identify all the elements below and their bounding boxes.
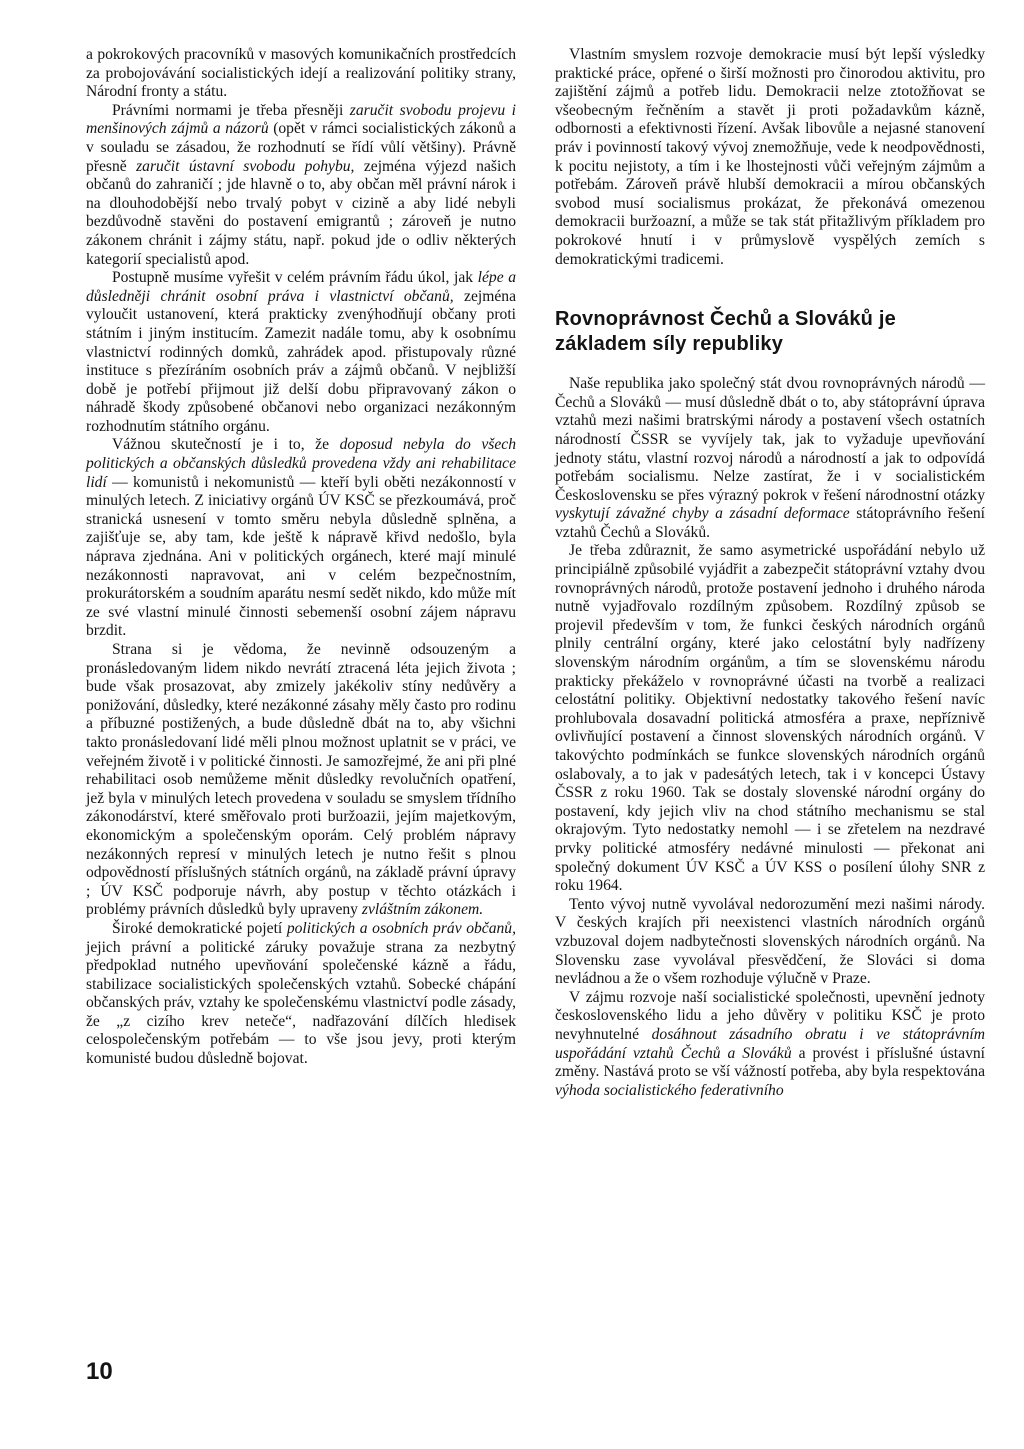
paragraph — [555, 896, 985, 989]
body-text: a pokrokových pracovníků v masových komunikačních prostředcích za probojovávání socialistických idejí a realizování politiky strany, Národní fronty a státu. — [86, 46, 516, 101]
body-text: zejména výjezd našich občanů do zahraničí ; jde hlavně o to, aby občan měl právní nárok i na dlouhodobější nebo trvalý pobyt v cizině a aby lidé nebyli bezdůvodně stavěni do postavení emigrantů ; zároveň je nutno zákonem chránit i zájmy státu, např. pokud jde o odliv některých kategorií specialistů apod. — [86, 157, 516, 268]
body-text: a provést i příslušné ústavní změny. Nastává proto se vší vážností potřeba, aby byla respektována — [555, 1044, 985, 1081]
body-text: Je třeba zdůraznit, že samo asymetrické uspořádání nebylo už principiálně způsobilé vyjádřit a zabezpečit státoprávní vztahy dvou rovnoprávných národů, protože postavení jednoho i druhého národa nutně vyjadřovalo rozdílným způsobem. Rozdílný způsob se projevil především v tom, že funkci českých národních orgánů plnily centrální orgány, které jako celostátní byly nadřízeny slovenským národním orgánům, a tím se slovenskému národu prakticky překáželo v rovnoprávné účasti na tvorbě a realizaci celostátní politiky. Objektivní nedostatky takového řešení navíc prohlubovala dosavadní politická atmosféra a praxe, nepříznivě ovlivňující postavení a činnost slovenských národních orgánů. V takovýchto podmínkách se funkce slovenských národních orgánů oslabovaly, a to jak v padesátých letech, tak i v koncepci Ústavy ČSSR z roku 1960. Tak se dostaly slovenské národní orgány do postavení, kdy jejich vliv na chod státního mechanismu se stal okrajovým. Tyto nedostatky nemohl — i se zřetelem na nezdravé prvky politické atmosféry nedávné minulosti — překonat ani společný dokument ÚV KSČ a ÚV KSS o posílení úlohy SNR z roku 1964. — [555, 542, 985, 895]
paragraph — [86, 46, 516, 102]
body-text: — komunistů i nekomunistů — kteří byli oběti nezákonností v minulých letech. Z iniciativy orgánů ÚV KSČ se přezkoumává, proč stranická usnesení v tomto směru nebyla důsledně splněna, a zajišťuje se, aby tam, kde ještě k nápravě křivd nedošlo, byla náprava zjednána. Ani v politických orgánech, které mají minulé nezákonnosti napravovat, ani v celém bezpečnostním, prokurátorském a soudním aparátu nesmí sedět nikdo, kdo může mít ze své vlastní minulé činnosti sebemenší osobní zájem nápravu brzdit. — [86, 473, 516, 640]
paragraph — [555, 542, 985, 895]
emphasis-text: lépe a důsledněji chránit osobní práva i vlastnictví občanů, — [86, 269, 516, 305]
emphasis-text: výhoda socialistického federativního — [555, 1081, 784, 1099]
body-text: jejich právní a politické záruky považuje strana za nezbytný předpoklad nutného upevňování společenské kázně a řádu, stabilizace socialistických společenských vztahů. Sobecké chápání občanských práv, vztahy ke společenskému vlastnictví podle zásady, že „z cizího krev neteče“, nadřazování dílčích hledisek celospolečenským potřebám — to vše jsou jevy, proti kterým komunisté budou důsledně bojovat. — [86, 938, 516, 1068]
section-heading: Rovnoprávnost Čechů a Slováků je základem síly republiky — [555, 308, 896, 356]
emphasis-text: politických a osobních práv občanů, — [286, 919, 516, 937]
paragraph — [555, 375, 985, 542]
paragraph — [86, 269, 516, 436]
paragraph — [555, 989, 985, 1101]
body-text: státoprávního řešení vztahů Čechů a Slováků. — [555, 505, 985, 541]
body-text: (opět v rámci socialistických zákonů a v souladu se zásadou, že rozhodnutí se řídí vůlí většiny). Právně přesně — [86, 120, 516, 175]
paragraph — [86, 920, 516, 1069]
paragraph — [86, 436, 516, 641]
body-text: zejména vyloučit ustanovení, která prakticky zvenýhodňují občany proti státním i jiným institucím. Zamezit nadále tomu, aby k osobnímu vlastnictví rodinných domků, zahrádek apod. přistupovaly různé instituce s přezíráním osobních práv a zájmů občanů. V nejbližší době je potřebí přijmout již delší dobu připravovaný zákon o náhradě škody způsobené občanovi nebo organizaci nezákonným rozhodnutím státního orgánu. — [86, 287, 517, 435]
body-text: Strana si je vědoma, že nevinně odsouzeným a pronásledovaným lidem nikdo nevrátí ztracená léta jejich života ; bude však prosazovat, aby zmizely jakékoliv stíny nedůvěry a ponižování, důsledky, které nezákonné zásahy měly často pro rodinu a příbuzné postižených, a bude důsledně dbát na to, aby všichni takto pronásledovaní lidé měli plnou možnost uplatnit se v práci, ve veřejném životě i v politické činnosti. Je samozřejmé, že ani při plné rehabilitaci osob nemůžeme měnit důsledky revolučních opatření, jež byla v minulých letech provedena v souladu se smyslem třídního zákonodárství, které směřovalo proti buržoazii, jejím majetkovým, ekonomickým a společenským oporám. Celý problém nápravy nezákonných represí v minulých letech je nutno řešit s plnou odpovědností příslušných státních orgánů, na základě právní úpravy ; ÚV KSČ podporuje návrh, aby postup v těchto otázkách i problémy právních důsledků byly upraveny — [86, 641, 516, 919]
body-text: V zájmu rozvoje naší socialistické společnosti, upevnění jednoty československého lidu a jeho důvěry v politiku KSČ je proto nevyhnutelné — [555, 988, 985, 1043]
body-text: Právními normami je třeba přesněji — [112, 101, 350, 119]
body-text: Postupně musíme vyřešit v celém právním řádu úkol, jak — [112, 269, 478, 287]
paragraph — [555, 46, 985, 269]
paragraph — [86, 102, 516, 269]
body-text: Vážnou skutečností je i to, že — [112, 436, 340, 454]
emphasis-text: dosáhnout zásadního obratu i ve státoprávním uspořádání vztahů Čechů a Slováků — [555, 1025, 985, 1062]
emphasis-text: zaručit ústavní svobodu pohybu, — [136, 157, 355, 175]
emphasis-text: doposud nebyla do všech politických a občanských důsledků provedena vždy ani rehabilitace lidí — [86, 436, 516, 491]
emphasis-text: zvláštním zákonem. — [361, 901, 484, 919]
body-text: Naše republika jako společný stát dvou rovnoprávných národů — Čechů a Slováků — musí důsledně dbát o to, aby státoprávní úprava vztahů mezi našimi bratrskými národy a postavení všech ostatních národností ČSSR se vyvíjely tak, jak to vyžaduje upevňování jednoty státu, vlastní rozvoj národů a národností a jak to odpovídá potřebám socialismu. Nelze zastírat, že i v socialistickém Československu se přes výrazný pokrok v řešení národnostní otázky — [555, 375, 985, 504]
left-column — [86, 46, 516, 1069]
body-text: Tento vývoj nutně vyvolával nedorozumění mezi našimi národy. V českých krajích při neexistenci vlastních národních orgánů vzbuzoval dojem nadbytečnosti slovenských národních orgánů. Na Slovensku zase vyvolával přesvědčení, že Slováci si doma nevládnou a že o všem rozhoduje výlučně v Praze. — [555, 895, 985, 988]
page-number: 10 — [86, 1358, 113, 1385]
right-column — [555, 46, 985, 1100]
paragraph — [86, 641, 516, 920]
body-text: Široké demokratické pojetí — [112, 919, 287, 937]
body-text: Vlastním smyslem rozvoje demokracie musí být lepší výsledky praktické práce, opřené o širší možnosti pro činorodou aktivitu, pro zajištění zájmů a potřeb lidu. Demokracii nelze ztotožňovat se všeobecným řečněním a stavět ji proti požadavkům kázně, odbornosti a efektivnosti řízení. Avšak libovůle a nejasné stanovení práv i povinností takový vývoj znemožňuje, vede k neodpovědnosti, k pocitu nejistoty, a tím i ke lhostejnosti vůči veřejným zájmům a potřebám. Zároveň právě hlubší demokracii a mírou občanských svobod musí socialismus prokázat, že překonává omezenou demokracii buržoazní, a může se tak stát přitažlivým příkladem pro pokrokové hnutí i v průmyslově vyspělých zemích s demokratickými tradicemi. — [555, 46, 985, 268]
emphasis-text: vyskytují závažné chyby a zásadní deformace — [555, 505, 850, 523]
emphasis-text: zaručit svobodu projevu i menšinových zájmů a názorů — [86, 101, 516, 138]
